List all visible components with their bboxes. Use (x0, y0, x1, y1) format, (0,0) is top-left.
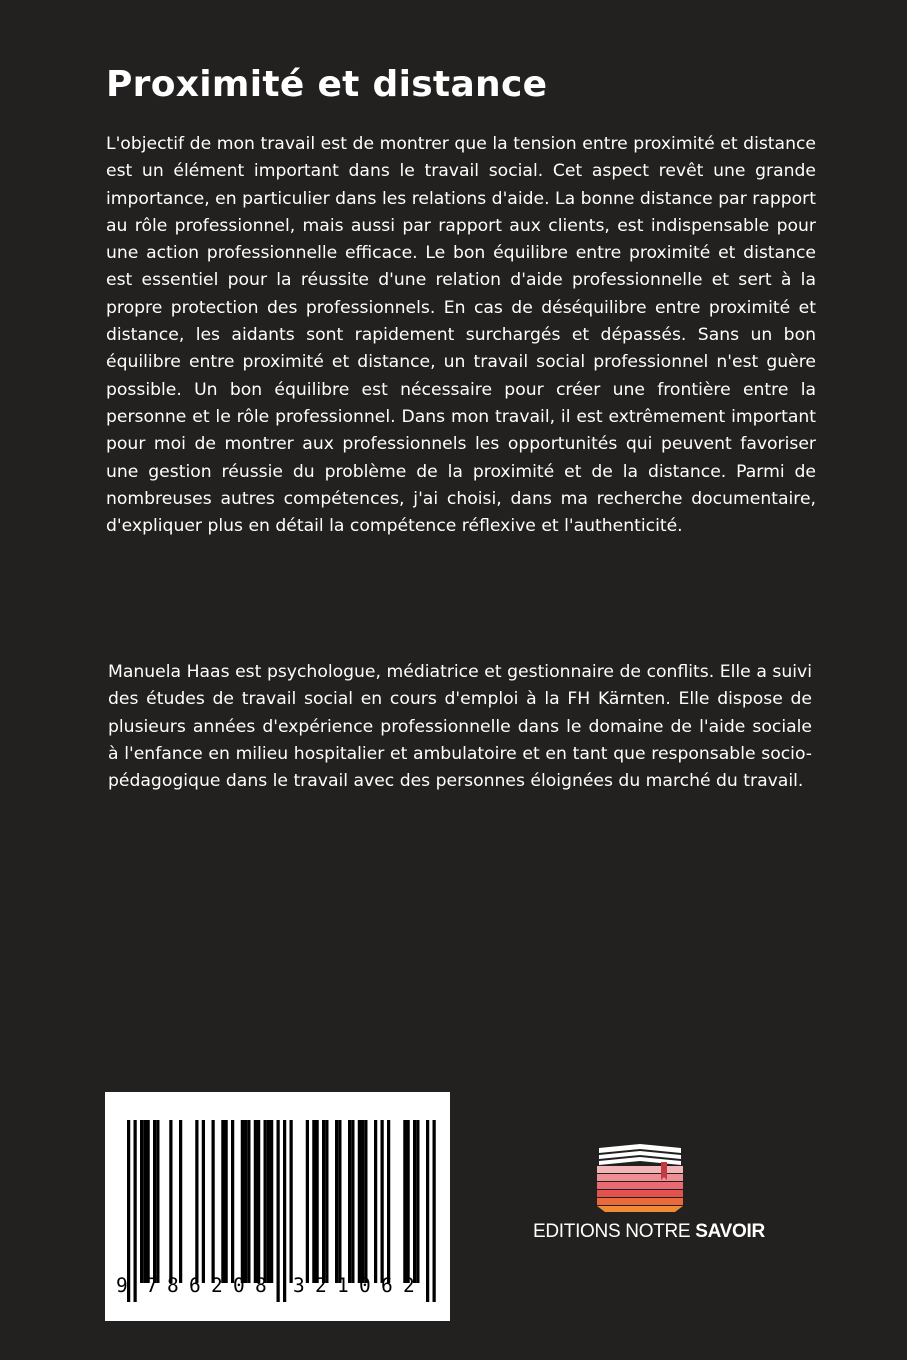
book-layer-icon (597, 1190, 683, 1197)
isbn-number (105, 1274, 450, 1300)
barcode-bar (413, 1120, 416, 1283)
barcode-bar (316, 1120, 319, 1283)
barcode-bar (202, 1120, 205, 1283)
barcode-bar (225, 1120, 228, 1283)
barcode-bar (140, 1120, 143, 1283)
barcode-bar (153, 1120, 156, 1283)
author-bio: Manuela Haas est psychologue, médiatrice et gestionnaire de conflits. Elle a suivi des études de travail social en cours d'emploi à la FH Kärnten. Elle dispose de plusieurs années d'expérience professionnelle dans le domaine de l'aide sociale à l'enfance en milieu hospitalier et ambulatoire et en tant que responsable socio-pédagogique dans le travail avec des personnes éloignées du marché du travail. (108, 662, 812, 792)
book-layer-icon (597, 1182, 683, 1189)
barcode-bar (322, 1120, 325, 1283)
publisher-name (533, 1221, 765, 1243)
book-stack-icon (595, 1138, 685, 1216)
book-layer-icon (597, 1206, 683, 1212)
publisher-name-bold: SAVOIR (695, 1221, 765, 1242)
isbn-digit: 8 (255, 1274, 267, 1297)
barcode-bar (374, 1120, 377, 1283)
barcode-bar (351, 1120, 354, 1283)
isbn-digit: 2 (315, 1274, 327, 1297)
barcode-bar (254, 1120, 257, 1283)
publisher-logo (533, 1138, 765, 1248)
barcode-bar (247, 1120, 250, 1283)
book-layer-icon (597, 1174, 683, 1181)
barcode-bar (348, 1120, 351, 1283)
book-pages-icon (599, 1157, 681, 1165)
isbn-digit: 6 (381, 1274, 393, 1297)
isbn-digit: 0 (359, 1274, 371, 1297)
barcode-bar (416, 1120, 419, 1283)
book-summary: L'objectif de mon travail est de montrer que la tension entre proximité et distance est un élément important dans le travail social. Cet aspect revêt une grande importance, en particulier dans les relations d'aide. La bonne distance par rapport au rôle professionnel, mais aussi par rapport aux clients, est indispensable pour une action professionnelle efficace. Le bon équilibre entre proximité et distance est essentiel pour la réussite d'une relation d'aide professionnelle et sert à la propre protection des professionnels. En cas de déséquilibre entre proximité et distance, les aidants sont rapidement surchargés et dépassés. Sans un bon équilibre entre proximité et distance, un travail social professionnel n'est guère possible. Un bon équilibre est nécessaire pour créer une frontière entre la personne et le rôle professionnel. Dans mon travail, il est extrêmement important pour moi de montrer aux professionnels les opportunités qui peuvent favoriser une gestion réussie du problème de la proximité et de la distance. Parmi de nombreuses autres compétences, j'ai choisi, dans ma recherche documentaire, d'expliquer plus en détail la compétence réflexive et l'authenticité. (106, 134, 816, 537)
barcode-bar (364, 1120, 367, 1283)
isbn-digit: 6 (189, 1274, 201, 1297)
barcode-bar (212, 1120, 215, 1283)
barcode-bar (387, 1120, 390, 1283)
barcode-bar (338, 1120, 341, 1283)
barcode-bar (179, 1120, 182, 1283)
barcode-bar (257, 1120, 260, 1283)
isbn-digit: 3 (293, 1274, 305, 1297)
barcode-bar (147, 1120, 150, 1283)
isbn-digit: 2 (403, 1274, 415, 1297)
book-title: Proximité et distance (106, 64, 548, 105)
barcode-bar (335, 1120, 338, 1283)
barcode-bar (290, 1120, 293, 1283)
barcode-bar (403, 1120, 406, 1283)
isbn-barcode (105, 1092, 450, 1321)
barcode-bar (407, 1120, 410, 1283)
barcode-bar (358, 1120, 361, 1283)
isbn-digit: 9 (116, 1274, 128, 1297)
barcode-bar (143, 1120, 146, 1283)
barcode-bar (270, 1120, 273, 1283)
barcode-bar (267, 1120, 270, 1283)
barcode-bar (244, 1120, 247, 1283)
barcode-bar (241, 1120, 244, 1283)
barcode-bar (381, 1120, 384, 1283)
isbn-digit: 1 (337, 1274, 349, 1297)
barcode-bar (306, 1120, 309, 1283)
publisher-name-regular: EDITIONS NOTRE (533, 1221, 696, 1242)
barcode-bar (231, 1120, 234, 1283)
barcode-bar (264, 1120, 267, 1283)
barcode-bar (361, 1120, 364, 1283)
book-layer-icon (597, 1198, 683, 1205)
barcode-bar (169, 1120, 172, 1283)
isbn-digit: 0 (233, 1274, 245, 1297)
book-layer-icon (597, 1166, 683, 1173)
isbn-digit: 7 (146, 1274, 158, 1297)
barcode-bar (195, 1120, 198, 1283)
barcode-bar (156, 1120, 159, 1283)
isbn-digit: 8 (167, 1274, 179, 1297)
barcode-bar (221, 1120, 224, 1283)
isbn-digit: 2 (211, 1274, 223, 1297)
barcode-bar (325, 1120, 328, 1283)
barcode-bar (312, 1120, 315, 1283)
